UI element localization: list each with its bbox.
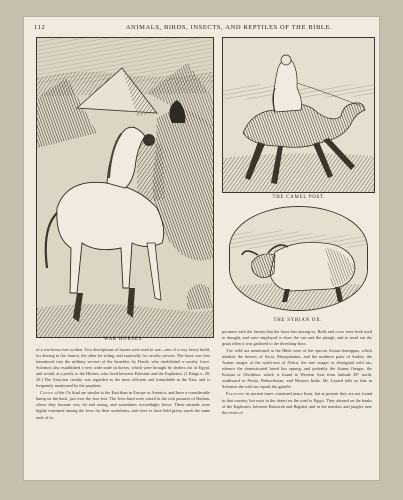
syrian-ox-caption: THE SYRIAN OX. <box>273 318 323 323</box>
camel-illustration <box>223 38 374 192</box>
left-text-column <box>36 347 210 422</box>
right-paragraph-2-body: wild ass mentioned in the Bible were of the species Asinus hemippus, which inhabits the deserts of Syria, Mesopotamia, and the northern parts of Arabia; the Asinus onager of the north-east of Africa, the true onager or aboriginal wild ass, whence the domesticated breed has sprung; and probably the Asinus Onager, the Koulan or Ghorkhur, which is found in Western Asia from latitude 48° north, southward to Persia, Beloochistan, and Western India. Mr. Layard tells us that in Solomon the wild ass equals the gazelle. <box>222 348 372 390</box>
running-title: ANIMALS, BIRDS, INSECTS, AND REPTILES OF THE BIBLE. <box>125 24 333 31</box>
camel-post-engraving <box>222 37 375 193</box>
right-paragraph-2 <box>222 348 372 390</box>
right-paragraph-1: portance with the farmer that the horse has among us. Bulls and cows were both used to draught, and were employed to draw the cart and the plough, and to tread out the grain when it was gathered to the threshing-floor. <box>222 329 372 347</box>
left-paragraph-2-body: of the Ox kind are similar to the East than in Europe or America, and have a considerable hump on the back, just over the fore feet. The Jews kind were raised in the rich pastures of Bashan, where they became very fat and strong, and sometimes exceedingly fierce. These animals were highly esteemed among the Jews for their usefulness, and were to have held pretty much the same rank of its <box>36 390 210 420</box>
left-paragraph-2 <box>36 390 210 420</box>
right-paragraph-2-lead: The <box>226 348 234 354</box>
right-paragraph-3-lead: Palestine <box>226 391 245 397</box>
right-text-column <box>222 329 372 417</box>
syrian-ox-engraving <box>229 206 368 311</box>
book-page <box>24 17 379 480</box>
left-paragraph-1: of a war horse ever written. Two descriptions of horses were used in war—one of a very heavy build, for driving in the chariot, the other for riding, and especially for cavalry service. The horse was first introduced into the military service of the Israelites by David, who established a cavalry force. Solomon also established a very wide trade in horses, which were brought by dealers out of Egypt, and would, at a profit, to the Hittites, who lived between Palestine and the Euphrates. (1 Kings x. 28, 29.) The Assyrian cavalry was regarded as the most efficient and formidable in the East, and is frequently mentioned by the prophets. <box>36 347 210 389</box>
war-horses-caption: WAR HORSES. <box>103 337 145 342</box>
page-number: 112 <box>34 24 46 31</box>
war-horses-engraving <box>36 37 214 338</box>
left-paragraph-2-lead: Cattle <box>40 390 54 396</box>
camel-post-caption: THE CAMEL POST. <box>272 195 326 200</box>
right-paragraph-3 <box>222 391 372 415</box>
ox-illustration <box>230 207 367 310</box>
right-paragraph-3-body: in ancient times contained many lions, but at present they are not found in that country, but exist in the desert on the road to Egypt. They abound on the banks of the Euphrates, between Bussorah and Bagdad, and in the marshes and jungles near the rivers of <box>222 391 372 415</box>
page-header <box>34 21 372 35</box>
war-horses-illustration <box>37 38 213 337</box>
